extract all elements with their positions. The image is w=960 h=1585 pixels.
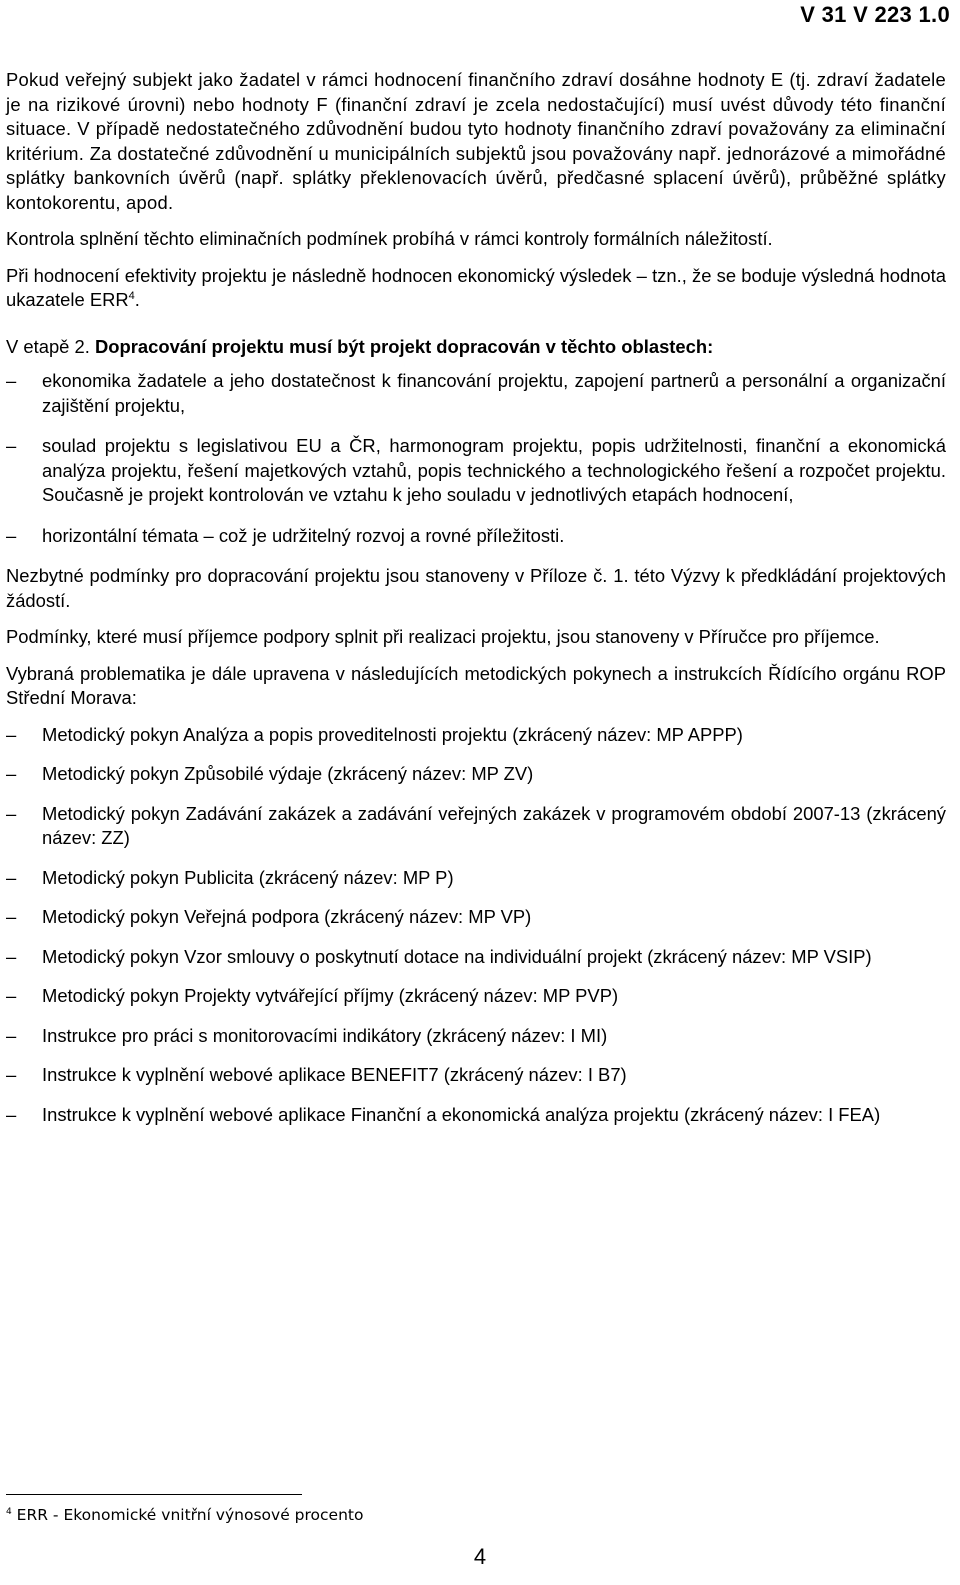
list-item — [6, 762, 946, 787]
list-item — [6, 434, 946, 508]
list-item — [6, 802, 946, 851]
paragraph-efficiency-text: Při hodnocení efektivity projektu je následně hodnocen ekonomický výsledek – tzn., že se boduje výsledná hodnota ukazatele ERR — [6, 264, 946, 310]
paragraph-recipient: Podmínky, které musí příjemce podpory splnit při realizaci projektu, jsou stanoveny v Příručce pro příjemce. — [6, 626, 880, 647]
list-item-text: Metodický pokyn Způsobilé výdaje (zkrácený název: MP ZV) — [42, 763, 534, 784]
footnote-text: ERR - Ekonomické vnitřní výnosové procento — [16, 1506, 364, 1524]
dash-bullet: – — [6, 985, 17, 1006]
dash-bullet: – — [6, 906, 17, 927]
list-item-text: Instrukce k vyplnění webové aplikace BENEFIT7 (zkrácený název: I B7) — [42, 1064, 627, 1085]
list-item-text: ekonomika žadatele a jeho dostatečnost k financování projektu, zapojení partnerů a personální a organizační zajištění projektu, — [42, 370, 946, 416]
dash-bullet: – — [6, 435, 17, 456]
list-item — [6, 369, 946, 418]
areas-list — [6, 369, 946, 548]
paragraph-guidelines-intro: Vybraná problematika je dále upravena v následujících metodických pokynech a instrukcích Řídícího orgánu ROP Střední Morava: — [6, 662, 946, 708]
paragraph-efficiency — [6, 264, 946, 313]
list-item-text: Metodický pokyn Analýza a popis proveditelnosti projektu (zkrácený název: MP APPP) — [42, 723, 743, 745]
list-item — [6, 723, 946, 748]
dash-bullet: – — [6, 866, 17, 888]
page-body — [6, 68, 946, 1142]
dash-bullet: – — [6, 945, 17, 967]
footnote-reference[interactable]: 4 — [128, 289, 135, 302]
paragraph-efficiency-end: . — [134, 289, 140, 310]
list-item-text: horizontální témata – což je udržitelný rozvoj a rovné příležitosti. — [42, 524, 565, 546]
footnote — [6, 1506, 363, 1524]
list-item-text: Metodický pokyn Zadávání zakázek a zadávání veřejných zakázek v programovém období 2007-13 (zkrácený název: ZZ) — [42, 802, 946, 848]
list-item — [6, 945, 946, 970]
list-item — [6, 905, 946, 930]
dash-bullet: – — [6, 723, 17, 745]
list-item-text: Instrukce pro práci s monitorovacími indikátory (zkrácený název: I MI) — [42, 1024, 608, 1046]
dash-bullet: – — [6, 802, 17, 824]
dash-bullet: – — [6, 1064, 17, 1085]
dash-bullet: – — [6, 1103, 17, 1125]
list-item-text: Metodický pokyn Vzor smlouvy o poskytnutí dotace na individuální projekt (zkrácený název: MP VSIP) — [42, 945, 872, 967]
list-item — [6, 1024, 946, 1049]
footnote-divider — [6, 1494, 302, 1495]
list-item-text: soulad projektu s legislativou EU a ČR, harmonogram projektu, popis udržitelnosti, finanční a ekonomická analýza projektu, řešení majetkových vztahů, popis technického a technologického řešení a rozpočet projektu. Současně je projekt kontrolován ve vztahu k jeho souladu v jednotlivých etapách hodnocení, — [42, 435, 946, 505]
list-item — [6, 1063, 946, 1088]
dash-bullet: – — [6, 763, 17, 784]
stage-label: V etapě 2. — [6, 335, 90, 357]
paragraph-financial-health: Pokud veřejný subjekt jako žadatel v rámci hodnocení finančního zdraví dosáhne hodnoty E (tj. zdraví žadatele je na rizikové úrovni) nebo hodnoty F (finanční zdraví je zcela nedostačující) musí uvést důvody této finanční situace. V případě nedostatečného zdůvodnění budou tyto hodnoty finančního zdraví považovány za eliminační kritérium. Za dostatečné zdůvodnění u municipálních subjektů jsou považovány např. jednorázové a mimořádné splátky bankovních úvěrů (např. splátky překlenovacích úvěrů, předčasné splacení úvěrů), průběžné splátky kontokorentu, apod. — [6, 69, 946, 213]
dash-bullet: – — [6, 524, 17, 546]
paragraph-control: Kontrola splnění těchto eliminačních podmínek probíhá v rámci kontroly formálních náležitostí. — [6, 228, 773, 249]
list-item-text: Metodický pokyn Publicita (zkrácený název: MP P) — [42, 866, 454, 888]
stage-heading-text: Dopracování projektu musí být projekt dopracován v těchto oblastech: — [94, 335, 714, 357]
footnote-number: 4 — [6, 1506, 12, 1517]
dash-bullet: – — [6, 1024, 17, 1046]
paragraph-conditions: Nezbytné podmínky pro dopracování projektu jsou stanoveny v Příloze č. 1. této Výzvy k předkládání projektových žádostí. — [6, 565, 946, 611]
page-number: 4 — [473, 1544, 487, 1569]
guidelines-list — [6, 723, 946, 1128]
stage-heading — [6, 335, 946, 360]
list-item-text: Metodický pokyn Veřejná podpora (zkrácený název: MP VP) — [42, 906, 532, 927]
list-item — [6, 866, 946, 891]
list-item — [6, 984, 946, 1009]
list-item-text: Instrukce k vyplnění webové aplikace Finanční a ekonomická analýza projektu (zkrácený název: I FEA) — [42, 1103, 881, 1125]
dash-bullet: – — [6, 370, 17, 391]
list-item — [6, 1103, 946, 1128]
list-item-text: Metodický pokyn Projekty vytvářející příjmy (zkrácený název: MP PVP) — [42, 985, 619, 1006]
document-code: V 31 V 223 1.0 — [800, 2, 950, 27]
list-item — [6, 524, 946, 549]
